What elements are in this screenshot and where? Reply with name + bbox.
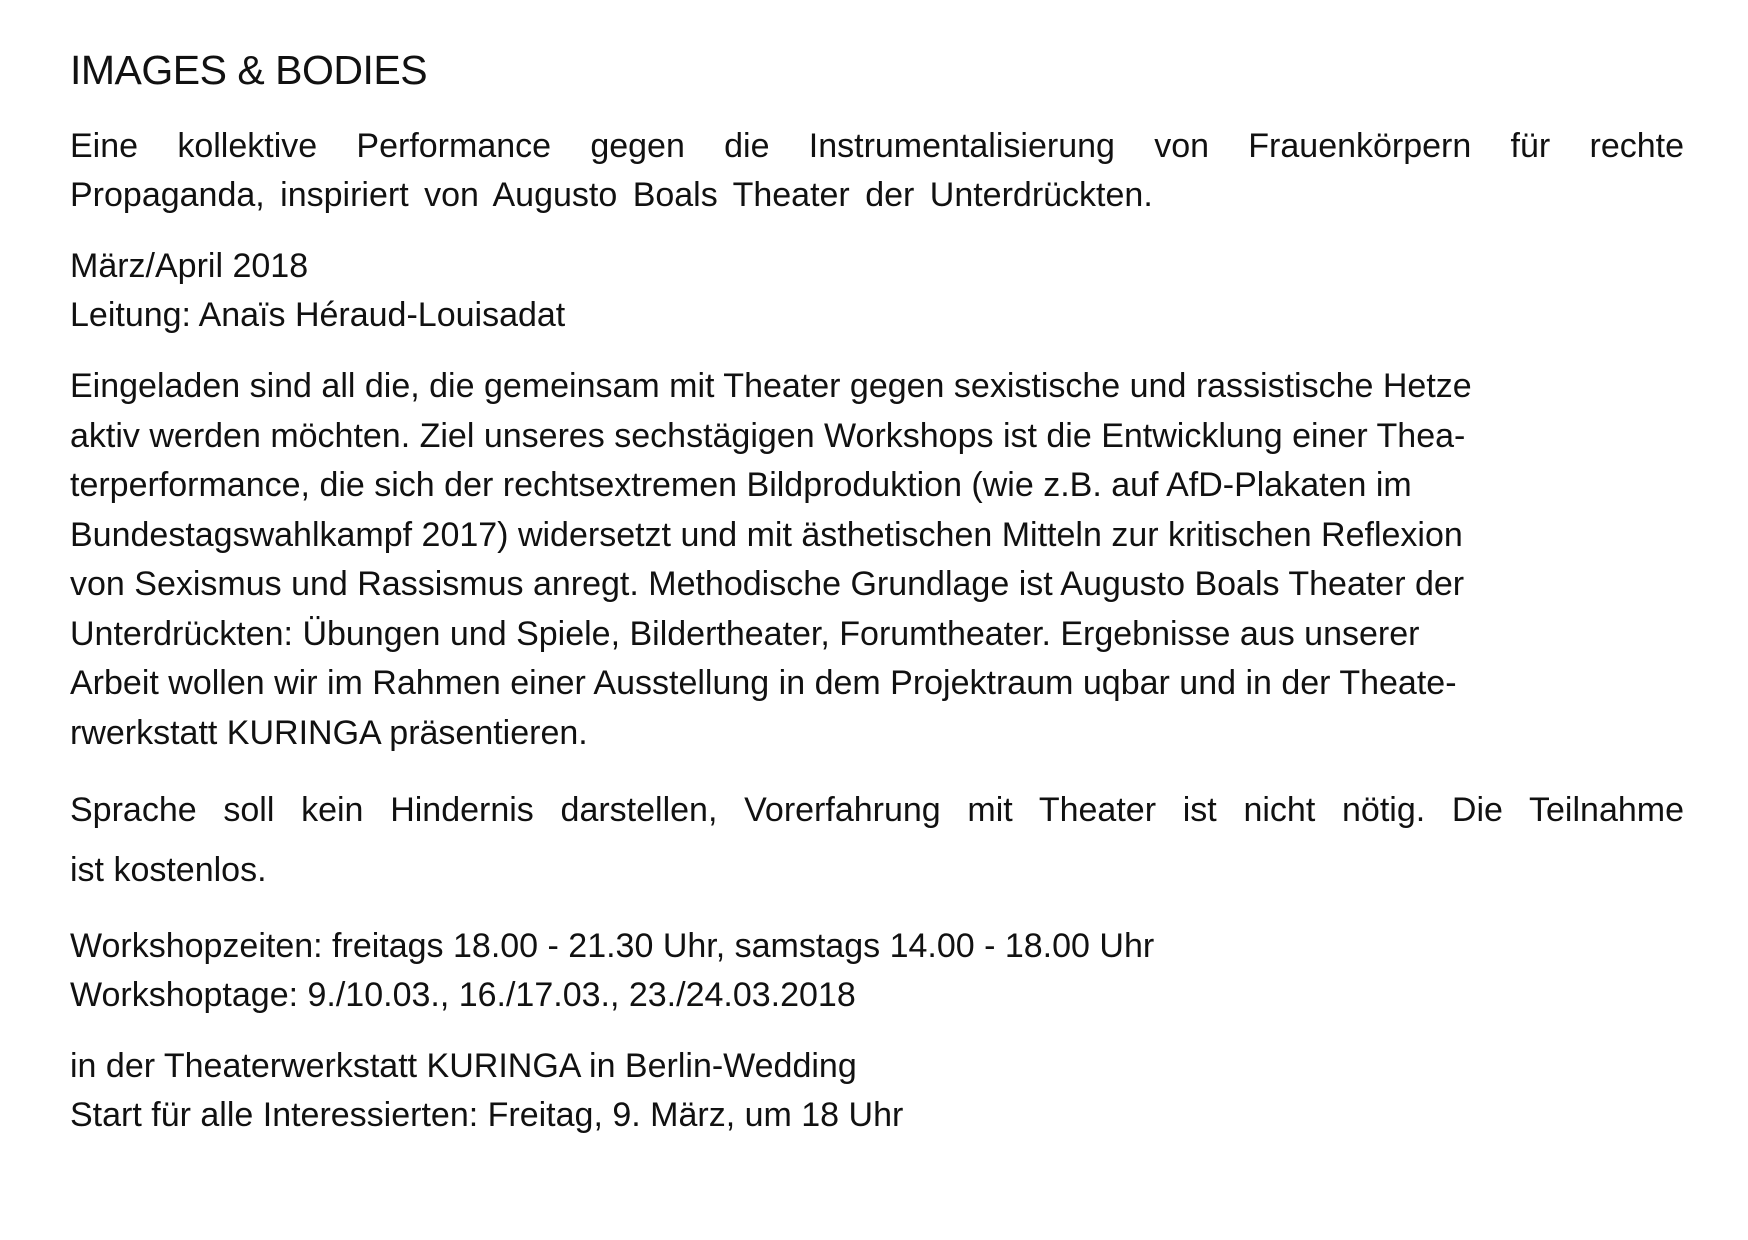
description-line: von Sexismus und Rassismus anregt. Methodische Grundlage ist Augusto Boals Theater der: [70, 565, 1465, 603]
project-date: März/April 2018: [70, 247, 309, 285]
intro-line: Eine kollektive Performance gegen die Instrumentalisierung von Frauenkörpern für rechte: [70, 127, 1684, 165]
description-line: Unterdrückten: Übungen und Spiele, Bildertheater, Forumtheater. Ergebnisse aus unserer: [70, 614, 1420, 653]
schedule-paragraph: [70, 922, 1684, 1020]
document: [70, 44, 1684, 1162]
intro-paragraph: [70, 122, 1684, 220]
language-note-line: Sprache soll kein Hindernis darstellen, Vorerfahrung mit Theater ist nicht nötig. Die Teilnahme: [70, 791, 1684, 829]
description-line: aktiv werden möchten. Ziel unseres sechstägigen Workshops ist die Entwicklung einer Thea-: [70, 416, 1466, 455]
workshop-times: Workshopzeiten: freitags 18.00 - 21.30 Uhr, samstags 14.00 - 18.00 Uhr: [70, 927, 1155, 965]
description-paragraph: [70, 362, 1684, 758]
description-line: Bundestagswahlkampf 2017) widersetzt und mit ästhetischen Mitteln zur kritischen Reflexion: [70, 515, 1463, 554]
description-line: rwerkstatt KURINGA präsentieren.: [70, 713, 588, 752]
location-paragraph: [70, 1042, 1684, 1140]
language-note-line: ist kostenlos.: [70, 851, 267, 889]
venue: in der Theaterwerkstatt KURINGA in Berlin-Wedding: [70, 1047, 857, 1085]
description-line: Eingeladen sind all die, die gemeinsam mit Theater gegen sexistische und rassistische Hetze: [70, 367, 1472, 405]
project-info: [70, 242, 1684, 340]
start-info: Start für alle Interessierten: Freitag, 9. März, um 18 Uhr: [70, 1096, 904, 1134]
intro-line: Propaganda, inspiriert von Augusto Boals Theater der Unterdrückten.: [70, 176, 1153, 214]
project-lead: Leitung: Anaïs Héraud-Louisadat: [70, 296, 566, 334]
language-note-paragraph: [70, 780, 1684, 900]
document-title: IMAGES & BODIES: [70, 47, 428, 93]
description-line: Arbeit wollen wir im Rahmen einer Ausstellung in dem Projektraum uqbar und in der Theate-: [70, 664, 1457, 702]
workshop-days: Workshoptage: 9./10.03., 16./17.03., 23./24.03.2018: [70, 976, 856, 1014]
description-line: terperformance, die sich der rechtsextremen Bildproduktion (wie z.B. auf AfD-Plakaten im: [70, 466, 1412, 504]
